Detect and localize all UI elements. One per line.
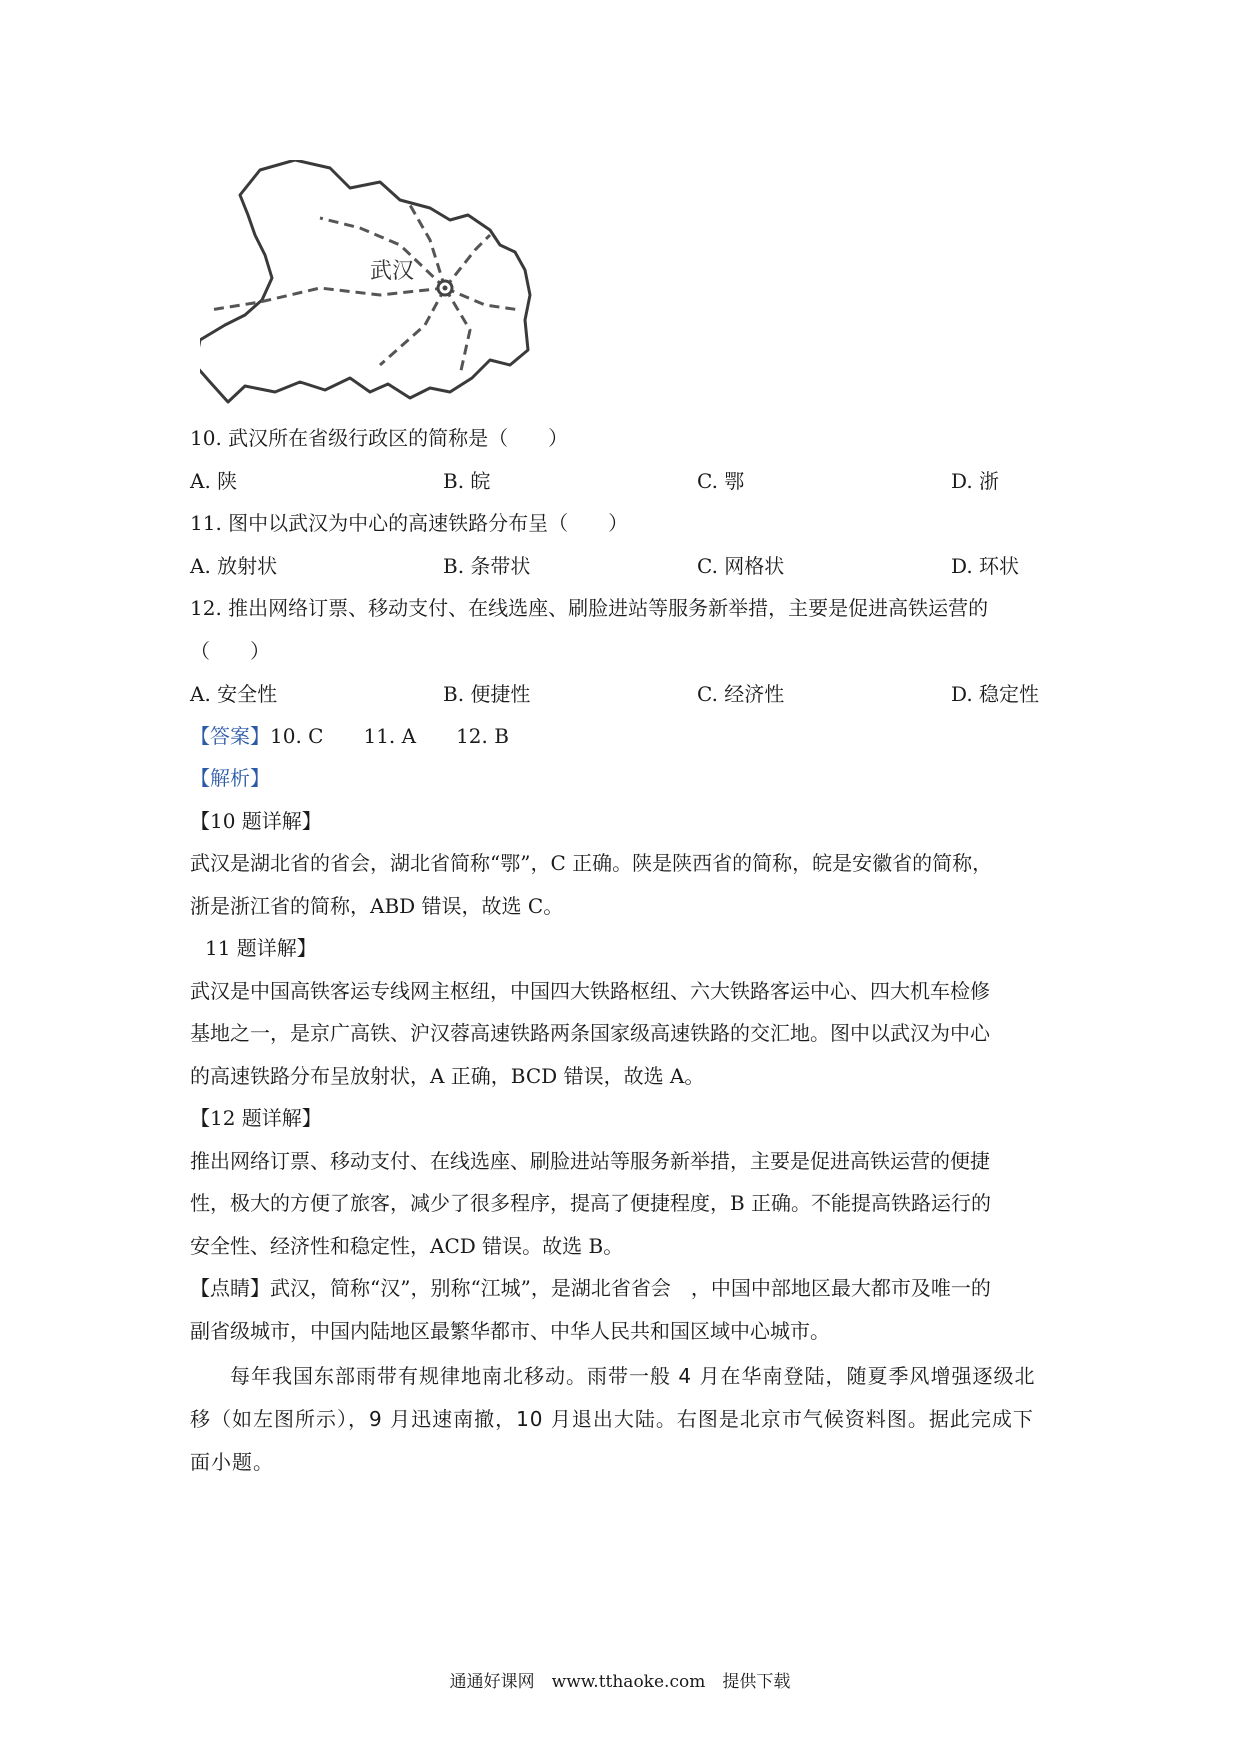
q11-option-c: C. 网格状	[697, 554, 785, 578]
tip-line1: 【点睛】武汉，简称“汉”，别称“江城”，是湖北省省会 ，中国中部地区最大都市及唯一的	[190, 1276, 991, 1300]
detail-11-title: 11 题详解】	[205, 936, 317, 960]
detail-10-line1: 武汉是湖北省的省会，湖北省简称“鄂”，C 正确。陕是陕西省的简称，皖是安徽省的简称，	[190, 851, 993, 875]
passage-line2: 移（如左图所示），9 月迅速南撤，10 月退出大陆。右图是北京市气候资料图。据此完成下	[190, 1407, 1034, 1431]
footer-text: 通通好课网 www.tthaoke.com 提供下载	[449, 1672, 791, 1692]
province-outline	[200, 160, 530, 402]
detail-10-title: 【10 题详解】	[190, 809, 322, 833]
passage-line1: 每年我国东部雨带有规律地南北移动。雨带一般 4 月在华南登陆，随夏季风增强逐级北	[230, 1364, 1036, 1388]
city-label: 武汉	[370, 259, 415, 284]
detail-11-line2: 基地之一，是京广高铁、沪汉蓉高速铁路两条国家级高速铁路的交汇地。图中以武汉为中心	[190, 1021, 990, 1045]
detail-10-line2: 浙是浙江省的简称，ABD 错误，故选 C。	[190, 894, 564, 918]
q12-option-a: A. 安全性	[190, 682, 278, 706]
tip-line2: 副省级城市，中国内陆地区最繁华都市、中华人民共和国区域中心城市。	[190, 1319, 830, 1343]
answer-text: 10. C 11. A 12. B	[270, 724, 509, 748]
hubei-map	[200, 160, 600, 414]
rail-southwest	[380, 288, 445, 365]
q11-option-b: B. 条带状	[443, 554, 531, 578]
q10-option-b: B. 皖	[443, 469, 491, 493]
q12-option-b: B. 便捷性	[443, 682, 531, 706]
q10-stem: 10. 武汉所在省级行政区的简称是（ ）	[190, 426, 569, 450]
detail-12-line2: 性，极大的方便了旅客，减少了很多程序，提高了便捷程度，B 正确。不能提高铁路运行的	[190, 1191, 992, 1215]
detail-12-line3: 安全性、经济性和稳定性，ACD 错误。故选 B。	[190, 1234, 624, 1258]
hubei-map-svg	[200, 160, 600, 410]
detail-12-line1: 推出网络订票、移动支付、在线选座、刷脸进站等服务新举措，主要是促进高铁运营的便捷	[190, 1149, 990, 1173]
rail-north	[410, 205, 445, 288]
q11-option-d: D. 环状	[951, 554, 1020, 578]
detail-12-title: 【12 题详解】	[190, 1106, 322, 1130]
q12-option-c: C. 经济性	[697, 682, 785, 706]
q10-option-a: A. 陕	[190, 469, 238, 493]
answer-line	[190, 722, 509, 750]
rail-west	[210, 288, 445, 310]
analysis-label: 【解析】	[190, 766, 270, 790]
q11-stem: 11. 图中以武汉为中心的高速铁路分布呈（ ）	[190, 511, 629, 535]
q12-stem-line2: （ ）	[190, 639, 270, 663]
rail-northeast	[445, 235, 490, 288]
passage-line3: 面小题。	[190, 1450, 274, 1474]
q11-option-a: A. 放射状	[190, 554, 278, 578]
q10-option-c: C. 鄂	[697, 469, 745, 493]
detail-11-line1: 武汉是中国高铁客运专线网主枢纽，中国四大铁路枢纽、六大铁路客运中心、四大机车检修	[190, 979, 990, 1003]
q10-option-d: D. 浙	[951, 469, 1000, 493]
q12-stem-line1: 12. 推出网络订票、移动支付、在线选座、刷脸进站等服务新举措，主要是促进高铁运营的	[190, 596, 989, 620]
detail-11-line3: 的高速铁路分布呈放射状，A 正确，BCD 错误，故选 A。	[190, 1064, 705, 1088]
rail-south	[445, 288, 470, 375]
q12-option-d: D. 稳定性	[951, 682, 1040, 706]
answer-label: 【答案】	[190, 724, 270, 748]
